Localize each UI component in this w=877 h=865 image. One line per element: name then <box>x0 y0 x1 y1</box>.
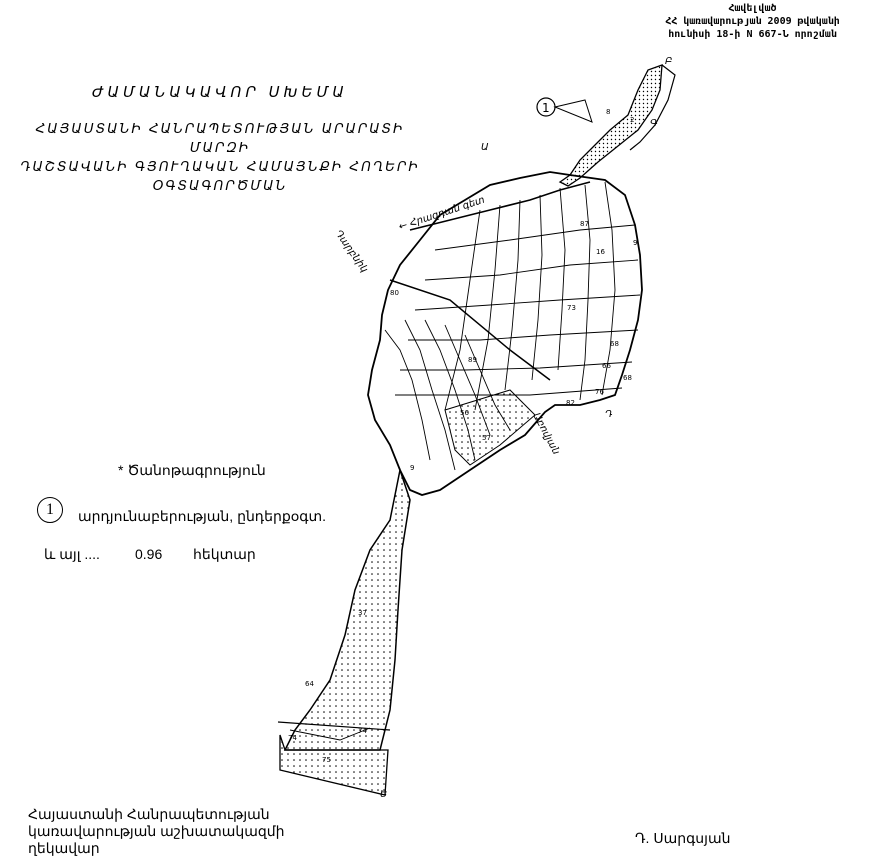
river-strip <box>560 65 662 186</box>
parcel-number: 87 <box>580 220 589 228</box>
parcel-number: 57 <box>482 434 491 442</box>
approval-line-2: ՀՀ կառավարության 2009 թվականի <box>665 16 840 27</box>
approval-line-1: Հավելված <box>728 3 777 14</box>
subtitle-line-2: ԴԱՇՏԱՎԱՆԻ ԳՅՈՒՂԱԿԱՆ ՀԱՄԱՅՆՔԻ ՀՈՂԵՐԻ <box>20 159 420 175</box>
legend-area-value: 0.96 <box>135 546 163 562</box>
letter-c: Գ <box>650 118 658 129</box>
diagonal-road <box>390 280 550 380</box>
parcel-number: 68 <box>623 374 632 382</box>
parcel-number: 37 <box>358 609 367 617</box>
parcel-number: 9 <box>633 239 638 247</box>
subtitle-line-3: ՕԳՏԱԳՈՐԾՄԱՆ <box>152 178 288 194</box>
subtitle-line-1: ՀԱՅԱՍՏԱՆԻ ՀԱՆՐԱՊԵՏՈՒԹՅԱՆ ԱՐԱՐԱՏԻ ՄԱՐԶԻ <box>35 121 405 156</box>
canal-label: Դարբնիկ <box>332 228 370 275</box>
parcel-number: 73 <box>567 304 576 312</box>
approval-line-3: հունիսի 18-ի N 667-Ն որոշման <box>668 29 837 40</box>
parcel-number: 68 <box>610 340 619 348</box>
callout-number: 1 <box>542 101 550 115</box>
parcel-number: 64 <box>305 680 314 688</box>
signatory-line-3: ղեկավար <box>28 840 100 856</box>
road-label-right: Աբովյան <box>530 411 562 457</box>
parcel-number: 74 <box>288 734 297 742</box>
signatory-title <box>28 806 285 857</box>
callout-pointer <box>555 100 592 122</box>
letter-e: Ե <box>380 789 388 800</box>
parcel-number: 76 <box>595 388 604 396</box>
legend-item-marker: 1 <box>37 497 63 523</box>
parcel-number: 82 <box>566 399 575 407</box>
parcel-number: 66 <box>602 362 611 370</box>
signatory-line-1: Հայաստանի Հանրապետության <box>28 806 270 822</box>
letter-a: Ա <box>481 142 489 153</box>
signatory-line-2: կառավարության աշխատակազմի <box>28 823 285 839</box>
parcel-number: 56 <box>460 409 469 417</box>
signatory-name: Դ. Սարգսյան <box>635 830 731 846</box>
legend-area-label: և այլ .... <box>44 546 100 562</box>
parcel-number: 80 <box>390 289 399 297</box>
river-label: ← Հրազդան գետ <box>397 194 487 233</box>
parcel-number: 89 <box>468 356 477 364</box>
letter-b: Բ <box>665 56 673 67</box>
legend-area-unit: հեկտար <box>193 546 256 562</box>
parcel-number: 74 <box>358 727 367 735</box>
parcel-number: 8 <box>606 108 611 116</box>
approval-stamp <box>630 2 875 41</box>
parcel-number: 2 <box>630 116 635 124</box>
map-title: ԺԱՄԱՆԱԿԱՎՈՐ ՍԽԵՄԱ <box>92 83 348 101</box>
land-use-map <box>250 50 680 810</box>
letter-d: Դ <box>605 409 613 420</box>
parcel-number: 16 <box>596 248 605 256</box>
legend-heading: * Ծանոթագրություն <box>118 462 266 478</box>
parcel-number: 75 <box>322 756 331 764</box>
parcel-number: 9 <box>410 464 415 472</box>
legend-item-text: արդյունաբերության, ընդերքօգտ. <box>78 508 327 524</box>
